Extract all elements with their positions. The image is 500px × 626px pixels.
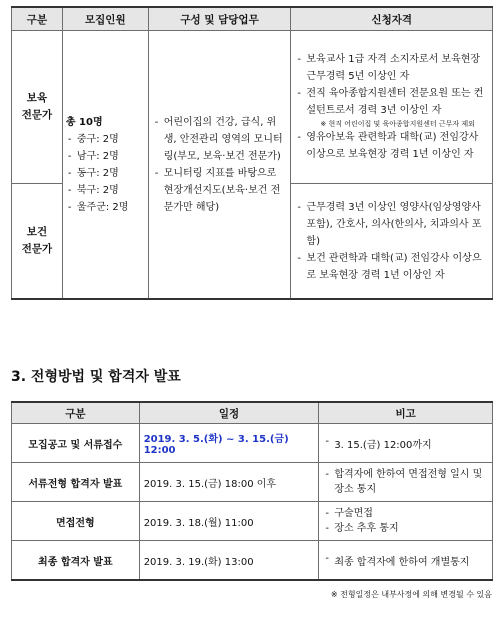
header-category: 구분 bbox=[12, 7, 63, 31]
schedule-cell: 2019. 3. 5.(화) ~ 3. 15.(금) 12:00 bbox=[139, 424, 319, 463]
schedule-cell: 2019. 3. 15.(금) 18:00 이후 bbox=[139, 463, 319, 502]
duty-item: - 모니터링 지표를 바탕으로 현장개선지도(보육·보건 전문가만 해당) bbox=[153, 165, 285, 216]
schedule-row bbox=[12, 463, 493, 502]
duties-cell bbox=[148, 31, 291, 300]
district-item: - 남구: 2명 bbox=[66, 148, 148, 165]
stage-cell: 최종 합격자 발표 bbox=[12, 541, 140, 581]
stage-cell: 모집공고 및 서류접수 bbox=[12, 424, 140, 463]
schedule-cell: 2019. 3. 18.(월) 11:00 bbox=[139, 502, 319, 541]
qualification-item: - 보건 관련학과 대학(교) 전임강사 이상으로 보육현장 경력 1년 이상인 자 bbox=[295, 250, 486, 284]
duties-list bbox=[153, 114, 285, 216]
remark-item: - 장소 추후 통지 bbox=[323, 521, 488, 536]
duty-item: - 어린이집의 건강, 급식, 위생, 안전관리 영역의 모니터링(부모, 보육·보건 전문가) bbox=[153, 114, 285, 165]
remarks-cell bbox=[319, 541, 493, 581]
recruitment-table bbox=[11, 6, 493, 300]
header-schedule: 일정 bbox=[139, 402, 319, 424]
qualification-note: ※ 현직 어린이집 및 육아종합지원센터 근무자 제외 bbox=[320, 120, 475, 128]
remark-item: - 구술면접 bbox=[323, 506, 488, 521]
header-remarks: 비고 bbox=[319, 402, 493, 424]
schedule-cell: 2019. 3. 19.(화) 13:00 bbox=[139, 541, 319, 581]
category-childcare-expert: 보육 전문가 bbox=[12, 31, 63, 184]
qualifications-childcare bbox=[291, 31, 493, 184]
remarks-cell bbox=[319, 463, 493, 502]
header-stage: 구분 bbox=[12, 402, 140, 424]
stage-cell: 면접전형 bbox=[12, 502, 140, 541]
stage-cell: 서류전형 합격자 발표 bbox=[12, 463, 140, 502]
recruit-count-cell bbox=[62, 31, 148, 300]
header-recruit-count: 모집인원 bbox=[62, 7, 148, 31]
district-item: - 울주군: 2명 bbox=[66, 199, 148, 216]
category-health-expert: 보건 전문가 bbox=[12, 184, 63, 300]
qualification-list bbox=[295, 199, 486, 284]
remarks-cell bbox=[319, 424, 493, 463]
section-title: 3. 전형방법 및 합격자 발표 bbox=[11, 369, 181, 385]
recruitment-table-header bbox=[12, 7, 493, 31]
qualification-item: - 보육교사 1급 자격 소지자로서 보육현장 근무경력 5년 이상인 자 bbox=[295, 51, 486, 85]
remark-item: - 최종 합격자에 한하여 개별통지 bbox=[323, 553, 488, 568]
district-item: - 동구: 2명 bbox=[66, 165, 148, 182]
header-qualifications: 신청자격 bbox=[291, 7, 493, 31]
district-item: - 중구: 2명 bbox=[66, 131, 148, 148]
header-duties: 구성 및 담당업무 bbox=[148, 7, 291, 31]
remark-item: - 합격자에 한하여 면접전형 일시 및 장소 통지 bbox=[323, 467, 488, 497]
qualification-item: - 영유아보육 관련학과 대학(교) 전임강사 이상으로 보육현장 경력 1년 이상인 자 bbox=[295, 129, 486, 163]
row-childcare-expert bbox=[12, 31, 493, 184]
district-list bbox=[66, 131, 148, 216]
qualifications-health bbox=[291, 184, 493, 300]
schedule-row bbox=[12, 502, 493, 541]
remarks-cell bbox=[319, 502, 493, 541]
qualification-list bbox=[295, 51, 486, 163]
qualification-item: - 근무경력 3년 이상인 영양사(임상영양사 포함), 간호사, 의사(한의사, 치과의사 포함) bbox=[295, 199, 486, 250]
schedule-row bbox=[12, 541, 493, 581]
qualification-item: - 전직 육아종합지원센터 전문요원 또는 컨설턴트로서 경력 3년 이상인 자 ※ 현직 어린이집 및 육아종합지원센터 근무자 제외 bbox=[295, 85, 486, 129]
district-item: - 북구: 2명 bbox=[66, 182, 148, 199]
footnote: ※ 전형일정은 내부사정에 의해 변경될 수 있음 bbox=[330, 590, 492, 599]
schedule-table bbox=[11, 401, 493, 581]
recruit-total: 총 10명 bbox=[65, 116, 103, 128]
remark-item: - 3. 15.(금) 12:00까지 bbox=[323, 436, 488, 451]
schedule-table-header bbox=[12, 402, 493, 424]
schedule-row bbox=[12, 424, 493, 463]
